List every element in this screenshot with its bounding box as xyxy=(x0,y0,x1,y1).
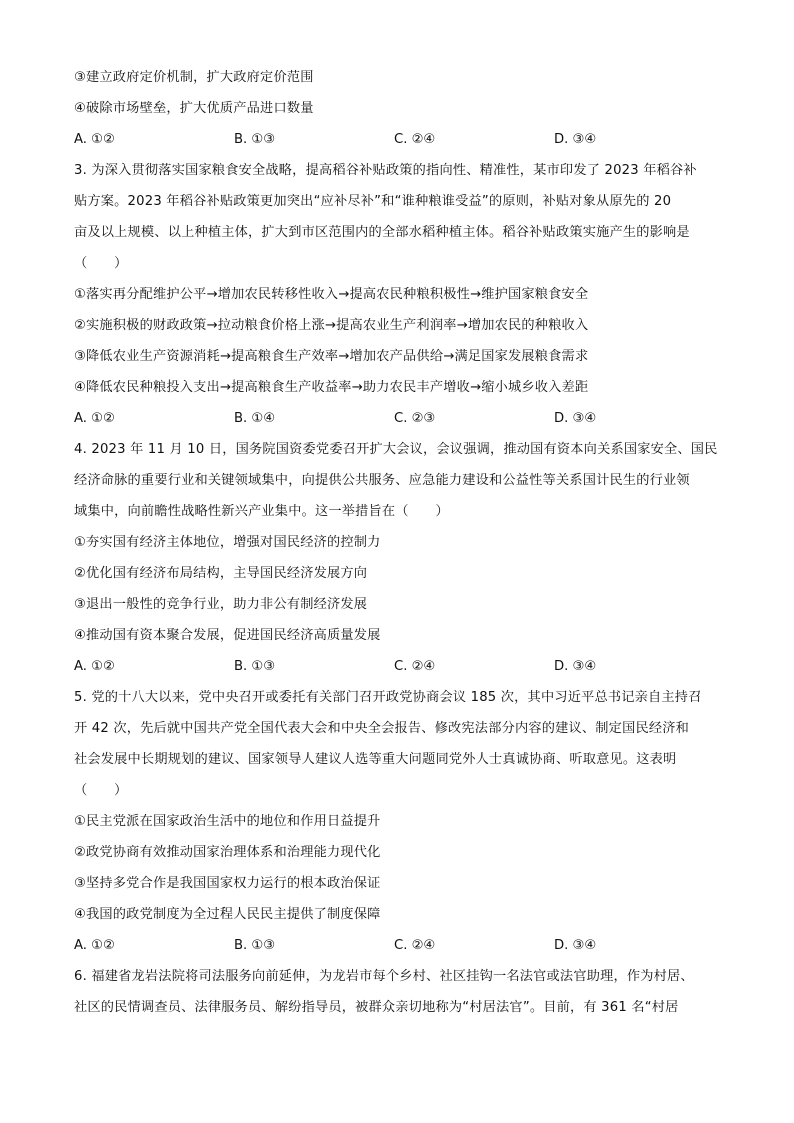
q2-option-3: ③建立政府定价机制，扩大政府定价范围 xyxy=(74,69,314,85)
choice-b: B. ①③ xyxy=(234,938,276,953)
q4-statement-2: ②优化国有经济布局结构，主导国民经济发展方向 xyxy=(74,565,368,581)
q4-stem: 4. 2023 年 11 月 10 日，国务院国资委党委召开扩大会议，会议强调，推动国有资本向关系国家安全、国民 经济命脉的重要行业和关键领域集中，向提供公共服务、应急能力建设和公益性等关系国计民生的行业领 域集中，向前瞻性战略性新兴产业集中。这一举措旨在（ ） xyxy=(74,442,718,519)
choice-d: D. ③④ xyxy=(554,659,597,674)
choice-b: B. ①③ xyxy=(234,132,276,147)
choice-b: B. ①③ xyxy=(234,659,276,674)
q2-option-4: ④破除市场壁垒，扩大优质产品进口数量 xyxy=(74,100,314,116)
q5-statement-4: ④我国的政党制度为全过程人民民主提供了制度保障 xyxy=(74,906,381,922)
q3-statement-4: ④降低农民种粮投入支出→提高粮食生产收益率→助力农民丰产增收→缩小城乡收入差距 xyxy=(74,379,589,395)
q5-statement-2: ②政党协商有效推动国家治理体系和治理能力现代化 xyxy=(74,844,381,860)
choice-d: D. ③④ xyxy=(554,938,597,953)
choice-c: C. ②③ xyxy=(394,411,436,426)
q6-stem: 6. 福建省龙岩法院将司法服务向前延伸，为龙岩市每个乡村、社区挂钩一名法官或法官助理，作为村居、 社区的民情调查员、法律服务员、解纷指导员，被群众亲切地称为“村居法官”。目前，有 361 名“村居 xyxy=(74,969,694,1015)
q5-statement-3: ③坚持多党合作是我国国家权力运行的根本政治保证 xyxy=(74,875,381,891)
q3-stem: 3. 为深入贯彻落实国家粮食安全战略，提高稻谷补贴政策的指向性、精准性，某市印发了 2023 年稻谷补 贴方案。2023 年稻谷补贴政策更加突出“应补尽补”和“谁种粮谁受益”的原则，补贴对象从原先的 20 亩及以上规模、以上种植主体，扩大到市区范围内的全部水稻种植主体。稻谷补贴政策实施产生的影响是 （ ） xyxy=(74,163,697,271)
choice-b: B. ①④ xyxy=(234,411,276,426)
choice-a: A. ①② xyxy=(74,659,115,674)
q2-choices xyxy=(74,124,724,155)
q3-statement-3: ③降低农业生产资源消耗→提高粮食生产效率→增加农产品供给→满足国家发展粮食需求 xyxy=(74,348,589,364)
q5-choices xyxy=(74,930,724,961)
choice-d: D. ③④ xyxy=(554,411,597,426)
choice-c: C. ②④ xyxy=(394,938,436,953)
choice-a: A. ①② xyxy=(74,938,115,953)
q3-statement-1: ①落实再分配维护公平→增加农民转移性收入→提高农民种粮积极性→维护国家粮食安全 xyxy=(74,286,589,302)
choice-c: C. ②④ xyxy=(394,659,436,674)
q4-choices xyxy=(74,651,724,682)
choice-a: A. ①② xyxy=(74,411,115,426)
exam-page xyxy=(74,62,724,1023)
q3-statement-2: ②实施积极的财政政策→拉动粮食价格上涨→提高农业生产利润率→增加农民的种粮收入 xyxy=(74,317,589,333)
q4-statement-4: ④推动国有资本聚合发展，促进国民经济高质量发展 xyxy=(74,627,381,643)
choice-a: A. ①② xyxy=(74,132,115,147)
choice-d: D. ③④ xyxy=(554,132,597,147)
q3-choices xyxy=(74,403,724,434)
q4-statement-3: ③退出一般性的竞争行业，助力非公有制经济发展 xyxy=(74,596,368,612)
q5-stem: 5. 党的十八大以来，党中央召开或委托有关部门召开政党协商会议 185 次，其中习近平总书记亲自主持召 开 42 次，先后就中国共产党全国代表大会和中央全会报告、修改宪法部分内容的建议、制定国民经济和 社会发展中长期规划的建议、国家领导人建议人选等重大问题同党外人士真诚协商、听取意见。这表明 （ ） xyxy=(74,690,702,798)
choice-c: C. ②④ xyxy=(394,132,436,147)
q5-statement-1: ①民主党派在国家政治生活中的地位和作用日益提升 xyxy=(74,813,381,829)
q4-statement-1: ①夯实国有经济主体地位，增强对国民经济的控制力 xyxy=(74,534,381,550)
